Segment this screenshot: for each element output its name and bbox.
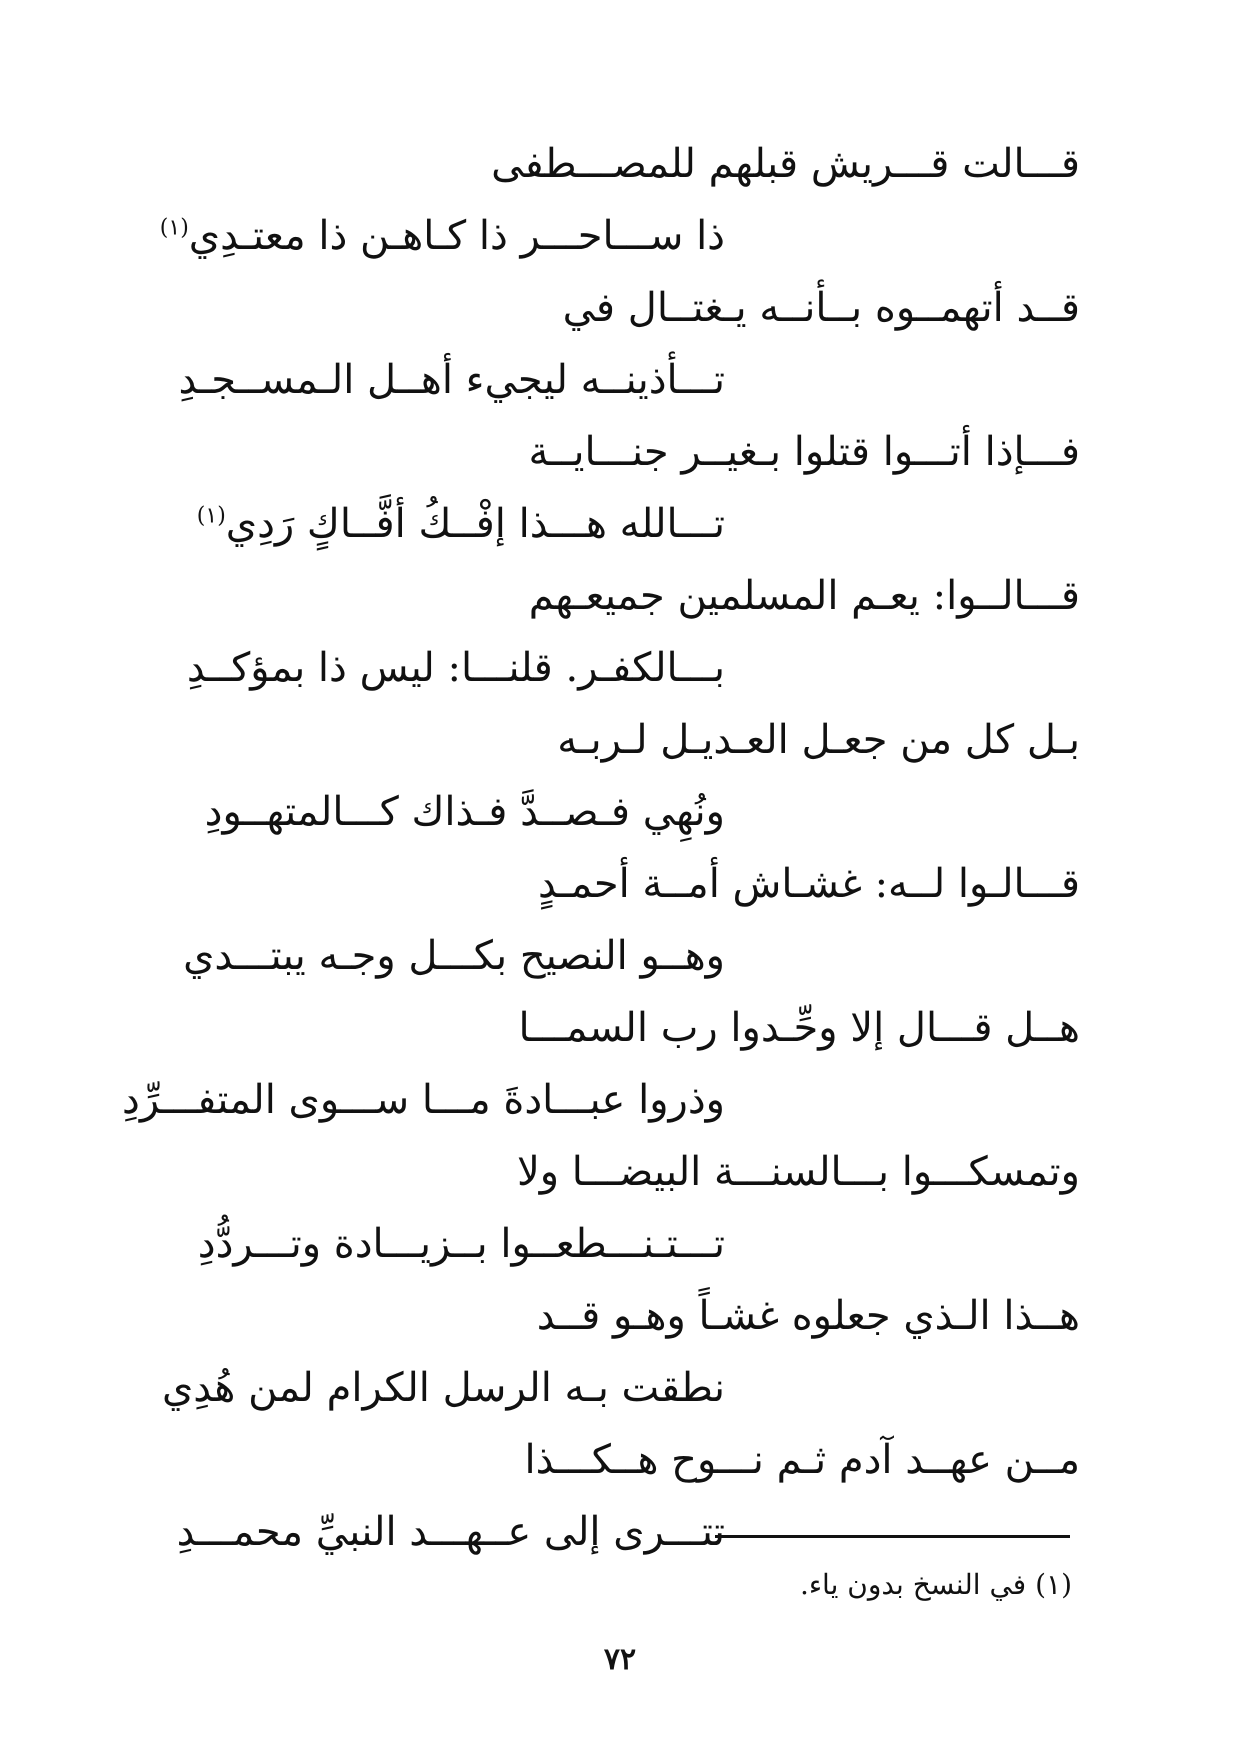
- verse-7-first-hemistich: [150, 992, 1080, 1064]
- verse-1-second-hemistich: [150, 200, 1080, 272]
- verse-text: قـــالــوا: يعـم المسلمين جميعـهم: [528, 573, 1080, 619]
- verse-text: تـــالله هـــذا إفْــكُ أفَّــاكٍ رَدِي: [225, 501, 725, 547]
- verse-8-second-hemistich: [150, 1208, 1080, 1280]
- verse-text: هــذا الـذي جعلوه غشـاً وهـو قــد: [536, 1293, 1080, 1339]
- verse-text: ونُهِي فـصــدَّ فـذاك كـــالمتهــودِ: [204, 789, 725, 835]
- verse-text: هــل قـــال إلا وحِّـدوا رب السمـــا: [518, 1005, 1080, 1051]
- footnote-text: في النسخ بدون ياء.: [799, 1568, 1027, 1601]
- verse-6-first-hemistich: [150, 848, 1080, 920]
- verse-text: فـــإذا أتـــوا قتلوا بـغيــر جنـــايــة: [528, 429, 1080, 475]
- verse-text: قـــالت قـــريش قبلهم للمصـــطفى: [491, 141, 1080, 187]
- verse-text: تـــتـنـــطعــوا بــزيـــادة وتـــردُّدِ: [197, 1221, 725, 1267]
- verse-text: مــن عهــد آدم ثـم نـــوح هــكـــذا: [524, 1437, 1080, 1483]
- verse-3-second-hemistich: [150, 488, 1080, 560]
- verse-9-first-hemistich: [150, 1280, 1080, 1352]
- verse-7-second-hemistich: [122, 1064, 1080, 1136]
- verse-1-first-hemistich: [150, 128, 1080, 200]
- footnote-divider: [715, 1535, 1070, 1538]
- verse-text: وتمسكـــوا بـــالسنـــة البيضـــا ولا: [516, 1149, 1080, 1195]
- verse-text: وذروا عبـــادةَ مـــا ســـوى المتفـــرِّدِ: [122, 1077, 725, 1123]
- verse-text: تتـــرى إلى عــهـــد النبيِّ محمـــدِ: [176, 1509, 725, 1555]
- verse-8-first-hemistich: [150, 1136, 1080, 1208]
- footnote-marker: (١): [1035, 1568, 1072, 1601]
- verse-text: قــد أتهمــوه بــأنــه يـغتــال في: [562, 285, 1080, 331]
- verse-text: بـــالكفـر. قلنـــا: ليس ذا بمؤكــدِ: [186, 645, 725, 691]
- verse-text: بـل كل من جعـل العـديـل لـربـه: [557, 717, 1080, 763]
- verse-4-second-hemistich: [150, 632, 1080, 704]
- page-number: ٧٢: [603, 1642, 637, 1677]
- footnote-reference: (١): [196, 503, 226, 529]
- verse-text: تـــأذينــه ليجيء أهــل الـمســجـدِ: [178, 357, 725, 403]
- verse-text: ذا ســـاحـــر ذا كـاهـن ذا معتـدِي: [188, 213, 725, 259]
- verse-10-second-hemistich: [150, 1496, 1080, 1568]
- verse-2-first-hemistich: [150, 272, 1080, 344]
- footnote: [800, 1565, 1072, 1605]
- verse-9-second-hemistich: [150, 1352, 1080, 1424]
- verse-text: قـــالـوا لــه: غشـاش أمــة أحمـدٍ: [538, 861, 1080, 907]
- verse-text: وهــو النصيح بكـــل وجـه يبتـــدي: [183, 933, 725, 979]
- footnote-reference: (١): [159, 215, 189, 241]
- verse-5-first-hemistich: [150, 704, 1080, 776]
- verse-4-first-hemistich: [150, 560, 1080, 632]
- verse-5-second-hemistich: [150, 776, 1080, 848]
- poem-body: [122, 128, 1080, 1568]
- verse-2-second-hemistich: [150, 344, 1080, 416]
- verse-6-second-hemistich: [150, 920, 1080, 992]
- verse-text: نطقت بـه الرسل الكرام لمن هُدِي: [161, 1365, 725, 1411]
- verse-10-first-hemistich: [150, 1424, 1080, 1496]
- verse-3-first-hemistich: [150, 416, 1080, 488]
